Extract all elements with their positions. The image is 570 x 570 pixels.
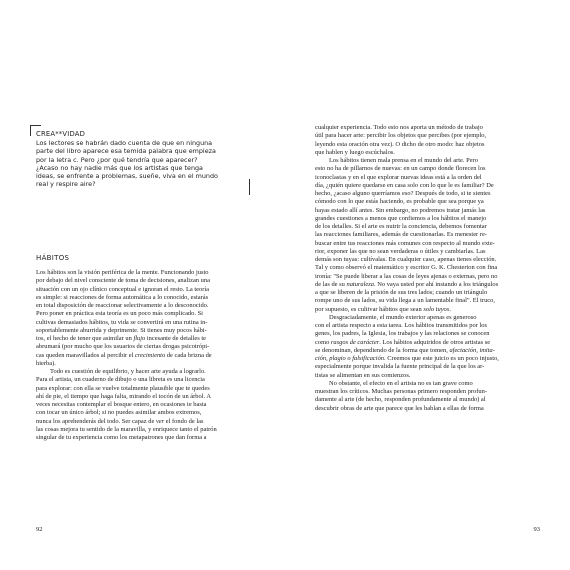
text-line: rior, exponer las que no sean verdaderas o útiles y cambiarlas. Las <box>315 247 486 255</box>
text-line: a que se liberen de la prisión de sus tres lados; cuando un triángulo <box>315 289 488 296</box>
callout-line: Los lectores se habrán dado cuenta de que en ninguna <box>36 139 213 147</box>
text-line: cas queden maravillados al percibir el crecimiento de cada brizna de <box>36 351 212 359</box>
text-line: hecho, ¿acaso alguno querríamos eso? Después de todo, si te sientes <box>315 190 491 197</box>
text-line: de las de su naturaleza. No vaya usted por ahí instando a los triángulos <box>315 280 499 288</box>
text-line: como rasgos de carácter. Los hábitos adquiridos de otros artistas se <box>315 338 491 346</box>
right-body-text <box>315 124 541 413</box>
text-line: que hablen y luego escúchalos. <box>315 148 395 156</box>
right-page <box>285 0 570 570</box>
text-line: descubrir obras de arte que parece que les hablan a ellas de forma <box>315 404 484 412</box>
page-number: 93 <box>533 526 540 533</box>
callout-line: parte del libro aparece esa temida palabra que empieza <box>36 147 216 156</box>
callout-line: ideas, se enfrente a problemas, sueñe, viva en el mundo <box>36 172 218 181</box>
callout-line: real y respire aire? <box>36 180 96 189</box>
text-line: con el artista respecto a esta tarea. Los hábitos transmitidos por los <box>315 322 487 329</box>
callout-line: por la letra c. Pero ¿por qué tendría que aparecer? <box>36 155 198 164</box>
text-line: Los hábitos son la visión periférica de la mente. Funcionando justo <box>36 269 209 276</box>
text-line: de los detalles. Si el arte es nutrir la conciencia, debemos fomentar <box>315 223 487 230</box>
text-line: Desgraciadamente, el mundo exterior apenas es generoso <box>329 313 477 321</box>
text-line: singular de tu experiencia como los metapatrones que dan forma a <box>36 434 207 441</box>
text-line: iconoclastas y en el que explorar nuevas ideas está a la orden del <box>315 173 482 181</box>
text-line: ironía: "Se puede liberar a las cosas de leyes ajenas o externas, pero no <box>315 272 498 280</box>
text-line: tos, el hecho de tener que asimilar un flujo incesante de detalles te <box>36 335 207 342</box>
text-line: muestran los críticos. Muchas personas primero responden profun- <box>315 388 487 395</box>
text-line: es simple: si reacciones de forma automática a lo conocido, estarás <box>36 293 209 301</box>
text-line: leyendo esta oración otra vez). O dicho de otro modo: haz objetos <box>315 140 485 148</box>
text-line: situación con un ojo clínico conceptual e ignoran el resto. La teoría <box>36 285 210 293</box>
text-line: Tal y como observó el matemático y escritor G. K. Chesterton con fina <box>315 264 498 272</box>
text-line: genes, los padres, la Iglesia, los trabajos y las relaciones se conocen <box>315 330 490 338</box>
callout-line: ¿Acaso no hay nadie más que los artistas que tenga <box>36 163 203 172</box>
text-line: día, ¿quién quiere quedarse en casa solo con lo que le es familiar? De <box>315 181 494 189</box>
text-line: con tocar un único árbol; si no puedes asimilar ambos extremos, <box>36 409 202 417</box>
text-line: ahí de pie, el tiempo que haga falta, mirando el tocón de un árbol. A <box>36 392 212 400</box>
text-line: veces necesitas contemplar el bosque entero, en ocasiones te basta <box>36 401 207 408</box>
text-line: por supuesto, es cultivar hábitos que sean solo tuyos. <box>315 305 451 313</box>
left-body-text <box>36 269 255 442</box>
text-line: rompe uno de sus lados, su vida llega a un lamentable final". El truco, <box>315 297 495 305</box>
text-line: las cosas mejora tu sentido de la maravilla, y enriquece tanto el patrón <box>36 425 217 433</box>
text-line: grandes cuestiones a menos que confiemos a los hábitos el manejo <box>315 214 487 222</box>
text-line: Los hábitos tienen mala prensa en el mundo del arte. Pero <box>329 157 478 164</box>
text-line: abrumará (por mucho que los usuarios de ciertas drogas psicotrópi- <box>36 343 210 351</box>
text-line: útil para hacer arte: percibir los objetos que percibes (por ejemplo, <box>315 132 487 140</box>
text-line: hayas estado allí antes. Sin embargo, no podremos tratar jamás las <box>315 206 486 214</box>
text-line: tistas se alimentan en sus comienzos. <box>315 371 411 379</box>
text-line: cualquier experiencia. Todo esto nos aporta un método de trabajo <box>315 124 483 131</box>
text-line: ción, plagio o falsificación. Creemos que este juicio es un poco injusto, <box>315 355 499 362</box>
text-line: cultivas demasiados hábitos, tu vida se convertirá en una rutina in- <box>36 318 208 326</box>
text-line: se denominan, dependiendo de la forma que tomen, afectación, imita- <box>315 346 495 354</box>
callout-heading: CREA**VIDAD <box>36 130 86 138</box>
text-line: las reacciones familiares, además de cuestionarlas. Es menester re- <box>315 231 487 239</box>
text-line: en total disposición de reaccionar selectivamente a lo desconocido. <box>36 302 209 309</box>
text-line: especialmente porque invalida la fuente principal de la que los ar- <box>315 363 485 371</box>
text-line: damente al arte (de hecho, responden profundamente al mundo) al <box>315 396 486 404</box>
text-line: demás son tuyas: cultívalas. En cualquier caso, apenas tienes elección. <box>315 256 497 263</box>
text-line: nunca los aprehenderás del todo. Ser capaz de ver el fondo de las <box>36 417 204 425</box>
text-line: para explorar: con ella se vuelve totalmente plausible que te quedes <box>36 384 210 392</box>
creativity-callout <box>36 130 244 189</box>
text-line: No obstante, el efecto en el artista no es tan grave como <box>329 379 473 387</box>
text-line: Para el artista, un cuaderno de dibujo o una libreta es una licencia <box>36 376 205 384</box>
text-line: por debajo del nivel consciente de toma de decisiones, analizan una <box>36 277 210 285</box>
callout-bracket-top-left <box>30 125 41 136</box>
page-number: 92 <box>36 526 43 533</box>
text-line: esto no ha de pillarnos de nuevas: en un campo donde florecen los <box>315 165 486 173</box>
text-line: Pero poner en práctica esta teoría es un poco más complicado. Si <box>36 310 203 318</box>
text-line: buscar entre tus reacciones más comunes con respecto al mundo exte- <box>315 239 495 247</box>
callout-bracket-bottom-right <box>239 179 250 195</box>
text-line: cómodo con lo que estás haciendo, es probable que sea porque ya <box>315 198 484 206</box>
section-title: HÁBITOS <box>36 254 70 262</box>
text-line: soportablemente aburrida y deprimente. Si tienes muy pocos hábi- <box>36 326 207 334</box>
text-line: hierba). <box>36 359 56 367</box>
text-line: Todo es cuestión de equilibrio, y hacer arte ayuda a lograrlo. <box>50 368 206 375</box>
